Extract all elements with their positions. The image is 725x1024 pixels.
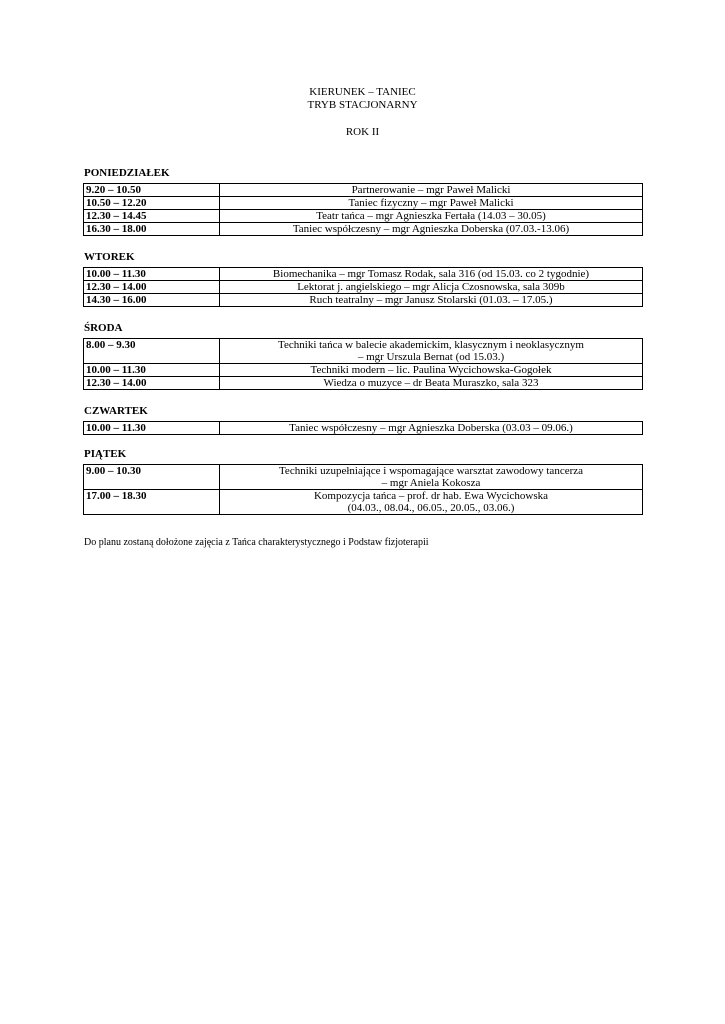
schedule-table-monday [83,183,643,236]
time-cell: 14.30 – 16.00 [84,294,220,307]
class-line: (04.03., 08.04., 06.05., 20.05., 03.06.) [347,502,515,514]
class-line: Kompozycja tańca – prof. dr hab. Ewa Wycichowska [313,490,549,502]
class-cell [220,197,643,210]
time-cell: 12.30 – 14.00 [84,281,220,294]
time-cell: 9.00 – 10.30 [84,465,220,490]
table-row [84,210,643,223]
table-row [84,268,643,281]
table-row [84,364,643,377]
class-line: Wiedza o muzyce – dr Beata Muraszko, sala 323 [323,377,539,389]
class-cell [220,184,643,197]
time-cell: 8.00 – 9.30 [84,339,220,364]
schedule-table-tuesday [83,267,643,307]
time-cell: 10.00 – 11.30 [84,422,220,435]
table-row [84,294,643,307]
class-line: Taniec fizyczny – mgr Paweł Malicki [348,197,514,209]
class-cell [220,465,643,490]
class-line: Taniec współczesny – mgr Agnieszka Doberska (07.03.-13.06) [292,223,570,235]
class-cell [220,364,643,377]
day-title-tuesday: WTOREK [84,251,135,263]
schedule-table-wednesday [83,338,643,390]
class-cell [220,422,643,435]
class-line: Ruch teatralny – mgr Janusz Stolarski (01.03. – 17.05.) [309,294,553,306]
time-cell: 9.20 – 10.50 [84,184,220,197]
table-row [84,490,643,515]
time-cell: 12.30 – 14.45 [84,210,220,223]
schedule-table-friday [83,464,643,515]
time-cell: 17.00 – 18.30 [84,490,220,515]
day-title-monday: PONIEDZIAŁEK [84,167,170,179]
class-line: Teatr tańca – mgr Agnieszka Fertała (14.03 – 30.05) [316,210,546,222]
class-cell [220,223,643,236]
class-line: Biomechanika – mgr Tomasz Rodak, sala 316 (od 15.03. co 2 tygodnie) [272,268,590,280]
class-line: – mgr Urszula Bernat (od 15.03.) [357,351,505,363]
class-line: Lektorat j. angielskiego – mgr Alicja Czosnowska, sala 309b [297,281,565,293]
table-row [84,339,643,364]
header-direction: KIERUNEK – TANIEC [309,86,416,98]
header-year: ROK II [345,126,380,138]
table-row [84,422,643,435]
time-cell: 12.30 – 14.00 [84,377,220,390]
class-cell [220,294,643,307]
day-title-friday: PIĄTEK [84,448,127,460]
time-cell: 10.00 – 11.30 [84,364,220,377]
class-line: Techniki modern – lic. Paulina Wycichowska-Gogołek [310,364,552,376]
table-row [84,465,643,490]
day-title-thursday: CZWARTEK [84,405,148,417]
time-cell: 10.50 – 12.20 [84,197,220,210]
day-title-wednesday: ŚRODA [84,322,123,334]
class-cell [220,490,643,515]
class-cell [220,268,643,281]
table-row [84,377,643,390]
footer-note: Do planu zostaną dołożone zajęcia z Tańca charakterystycznego i Podstaw fizjoterapii [84,537,429,548]
class-line: Taniec współczesny – mgr Agnieszka Doberska (03.03 – 09.06.) [289,422,573,434]
class-cell [220,281,643,294]
class-line: Techniki uzupełniające i wspomagające warsztat zawodowy tancerza [278,465,584,477]
table-row [84,281,643,294]
time-cell: 16.30 – 18.00 [84,223,220,236]
table-row [84,223,643,236]
class-cell [220,339,643,364]
class-cell [220,377,643,390]
header-study-mode: TRYB STACJONARNY [307,99,418,111]
table-row [84,184,643,197]
time-cell: 10.00 – 11.30 [84,268,220,281]
class-cell [220,210,643,223]
class-line: Partnerowanie – mgr Paweł Malicki [351,184,511,196]
table-row [84,197,643,210]
class-line: Techniki tańca w balecie akademickim, klasycznym i neoklasycznym [278,339,584,351]
class-line: – mgr Aniela Kokosza [381,477,481,489]
schedule-table-thursday [83,421,643,435]
